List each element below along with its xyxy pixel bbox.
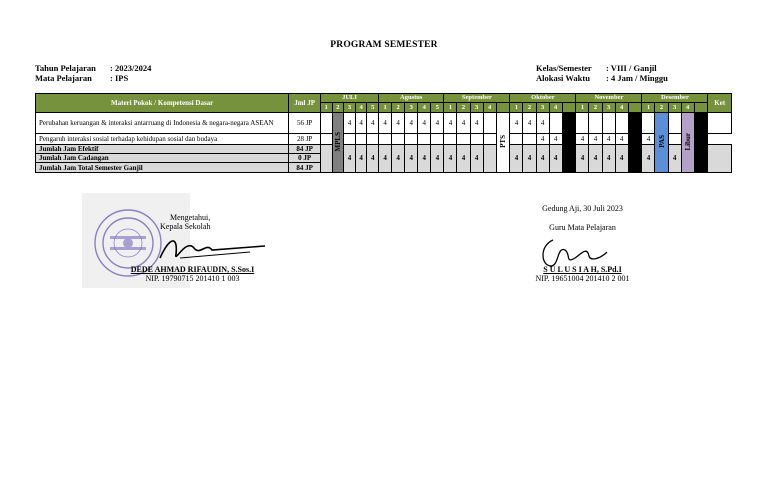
- week-number: 4: [615, 103, 628, 112]
- week-cell: 4: [355, 112, 367, 133]
- week-cell: 4: [549, 134, 562, 145]
- week-cell: 4: [615, 144, 628, 172]
- week-cell: 4: [379, 144, 392, 172]
- principal-signature-image: [150, 228, 270, 268]
- week-cell: 4: [444, 144, 457, 172]
- week-cell: [344, 134, 356, 145]
- week-cell: [320, 112, 332, 133]
- summary-label: Jumlah Jam Efektif: [36, 144, 289, 153]
- week-cell: 4: [344, 112, 356, 133]
- header-materi: Materi Pokok / Kompetensi Dasar: [36, 94, 289, 113]
- week-number: 5: [431, 103, 444, 112]
- week-number: 2: [457, 103, 470, 112]
- info-label: Alokasi Waktu: [536, 73, 590, 83]
- week-cell: 4: [418, 112, 431, 133]
- week-cell: [405, 134, 418, 145]
- program-semester-table: [35, 93, 732, 173]
- mpls-label: MPLS: [333, 131, 342, 152]
- week-cell: 4: [379, 112, 392, 133]
- week-cell: [320, 134, 332, 145]
- info-left: [35, 63, 151, 83]
- header-month: JULI: [320, 94, 378, 103]
- week-cell: 4: [602, 134, 615, 145]
- week-number: 2: [655, 103, 668, 112]
- info-right: [536, 63, 668, 83]
- week-cell: 4: [431, 112, 444, 133]
- summary-row: [36, 144, 732, 153]
- week-cell: 4: [367, 144, 379, 172]
- week-cell: [431, 134, 444, 145]
- header-ket: Ket: [708, 94, 732, 113]
- week-cell: 4: [523, 144, 536, 172]
- week-cell: 4: [405, 144, 418, 172]
- pts-label: PTS: [499, 135, 508, 148]
- black-cell: [562, 144, 576, 172]
- week-cell: [444, 134, 457, 145]
- info-value: : IPS: [110, 73, 129, 83]
- week-number: 3: [344, 103, 356, 112]
- libur-column: [681, 112, 694, 172]
- week-number: 1: [576, 103, 589, 112]
- info-label: Tahun Pelajaran: [35, 63, 96, 73]
- week-cell: [320, 144, 332, 172]
- week-cell: 4: [392, 144, 405, 172]
- week-cell: [367, 134, 379, 145]
- week-cell: 4: [549, 144, 562, 172]
- week-cell: [483, 144, 496, 172]
- header-jml-jp: Jml JP: [289, 94, 321, 113]
- week-cell: 4: [418, 144, 431, 172]
- week-cell: 4: [536, 144, 549, 172]
- week-number: 5: [367, 103, 379, 112]
- week-number: 1: [444, 103, 457, 112]
- week-cell: 4: [589, 144, 602, 172]
- summary-jp: 84 JP: [289, 144, 321, 153]
- week-number: 4: [681, 103, 694, 112]
- week-number: 2: [589, 103, 602, 112]
- week-cell: [418, 134, 431, 145]
- week-number: 3: [668, 103, 681, 112]
- page-title: PROGRAM SEMESTER: [330, 40, 438, 50]
- week-cell: 4: [668, 144, 681, 172]
- week-cell: 4: [355, 144, 367, 172]
- week-cell: 4: [523, 112, 536, 133]
- materi-cell: Perubahan keruangan & interaksi antarruang di Indonesia & negara-negara ASEAN: [36, 112, 289, 133]
- week-cell: [510, 134, 523, 145]
- week-cell: 4: [576, 134, 589, 145]
- week-number: 4: [483, 103, 496, 112]
- ket-cell: [708, 144, 732, 172]
- info-value: : VIII / Ganjil: [606, 63, 657, 73]
- week-cell: 4: [457, 112, 470, 133]
- week-cell: [549, 112, 562, 133]
- signer-nip: NIP. 19651004 201410 2 001: [535, 274, 630, 283]
- week-cell: 4: [536, 112, 549, 133]
- signer-name: DEDE AHMAD RIFAUDIN, S.Sos.I: [130, 265, 255, 274]
- header-month: Desember: [642, 94, 708, 103]
- week-number: 2: [332, 103, 344, 112]
- summary-label: Jumlah Jam Total Semester Ganjil: [36, 163, 289, 173]
- week-cell: [483, 112, 496, 133]
- week-cell: [457, 134, 470, 145]
- week-cell: 4: [602, 144, 615, 172]
- acknowledgement-text: Mengetahui,: [170, 213, 211, 222]
- info-label: Kelas/Semester: [536, 63, 592, 73]
- black-cell: [562, 112, 576, 144]
- week-cell: 4: [576, 144, 589, 172]
- week-cell: [483, 134, 496, 145]
- info-value: : 4 Jam / Minggu: [606, 73, 668, 83]
- libur-label: Libur: [683, 132, 692, 151]
- table-row: [36, 112, 732, 133]
- right-signature-identity: [520, 265, 645, 283]
- black-cell: [628, 112, 642, 144]
- left-signature-identity: [110, 265, 275, 283]
- week-cell: [615, 112, 628, 133]
- week-number: 3: [602, 103, 615, 112]
- week-cell: 4: [536, 134, 549, 145]
- week-cell: [576, 112, 589, 133]
- summary-jp: 84 JP: [289, 163, 321, 173]
- black-cell: [694, 112, 708, 172]
- week-cell: [379, 134, 392, 145]
- week-number: 3: [470, 103, 483, 112]
- week-number: 4: [355, 103, 367, 112]
- week-number: 3: [536, 103, 549, 112]
- header-month: September: [444, 94, 510, 103]
- week-number: 1: [320, 103, 332, 112]
- week-cell: 4: [344, 144, 356, 172]
- week-number: 2: [392, 103, 405, 112]
- week-cell: [642, 112, 655, 133]
- week-number: 4: [549, 103, 562, 112]
- week-cell: 4: [642, 134, 655, 145]
- week-cell: 4: [470, 144, 483, 172]
- week-cell: 4: [444, 112, 457, 133]
- summary-jp: 0 JP: [289, 154, 321, 163]
- mpls-column: [332, 112, 344, 172]
- jp-cell: 56 JP: [289, 112, 321, 133]
- week-cell: 4: [367, 112, 379, 133]
- week-cell: [668, 112, 681, 133]
- week-cell: 4: [589, 134, 602, 145]
- week-cell: 4: [470, 112, 483, 133]
- pas-label: PAS: [657, 135, 666, 148]
- week-number: 1: [642, 103, 655, 112]
- week-number-blank: [496, 103, 510, 112]
- ket-cell: [708, 112, 732, 133]
- header-month: Agustus: [379, 94, 444, 103]
- summary-label: Jumlah Jam Cadangan: [36, 154, 289, 163]
- materi-cell: Pengaruh interaksi sosial terhadap kehidupan sosial dan budaya: [36, 134, 289, 145]
- week-cell: 4: [405, 112, 418, 133]
- week-number-blank: [562, 103, 576, 112]
- signer-role: Kepala Sekolah: [160, 222, 211, 231]
- week-cell: 4: [457, 144, 470, 172]
- place-date: Gedung Aji, 30 Juli 2023: [542, 204, 623, 213]
- info-value: : 2023/2024: [110, 63, 152, 73]
- week-cell: [392, 134, 405, 145]
- week-cell: [589, 112, 602, 133]
- week-number: 3: [405, 103, 418, 112]
- jp-cell: 28 JP: [289, 134, 321, 145]
- info-label: Mata Pelajaran: [35, 73, 92, 83]
- ket-cell: [668, 134, 681, 145]
- pts-column: [496, 112, 510, 172]
- week-number: 2: [523, 103, 536, 112]
- pas-column: [655, 112, 668, 172]
- week-number: 1: [379, 103, 392, 112]
- week-cell: 4: [642, 144, 655, 172]
- header-month: November: [576, 94, 642, 103]
- black-cell: [628, 144, 642, 172]
- header-month: Oktober: [510, 94, 576, 103]
- week-cell: 4: [510, 144, 523, 172]
- signer-role: Guru Mata Pelajaran: [549, 223, 616, 232]
- signer-nip: NIP. 19790715 201410 1 003: [145, 274, 240, 283]
- week-number: 4: [418, 103, 431, 112]
- week-cell: 4: [392, 112, 405, 133]
- right-signature-label: [520, 204, 645, 232]
- week-cell: [602, 112, 615, 133]
- signer-name: S U L U S I A H, S.Pd.I: [543, 265, 622, 274]
- table-row: [36, 134, 732, 145]
- week-cell: 4: [431, 144, 444, 172]
- week-cell: 4: [510, 112, 523, 133]
- week-number-blank: [694, 103, 708, 112]
- week-cell: [355, 134, 367, 145]
- week-cell: [523, 134, 536, 145]
- week-cell: 4: [615, 134, 628, 145]
- week-number: 1: [510, 103, 523, 112]
- week-number-blank: [628, 103, 642, 112]
- week-cell: [470, 134, 483, 145]
